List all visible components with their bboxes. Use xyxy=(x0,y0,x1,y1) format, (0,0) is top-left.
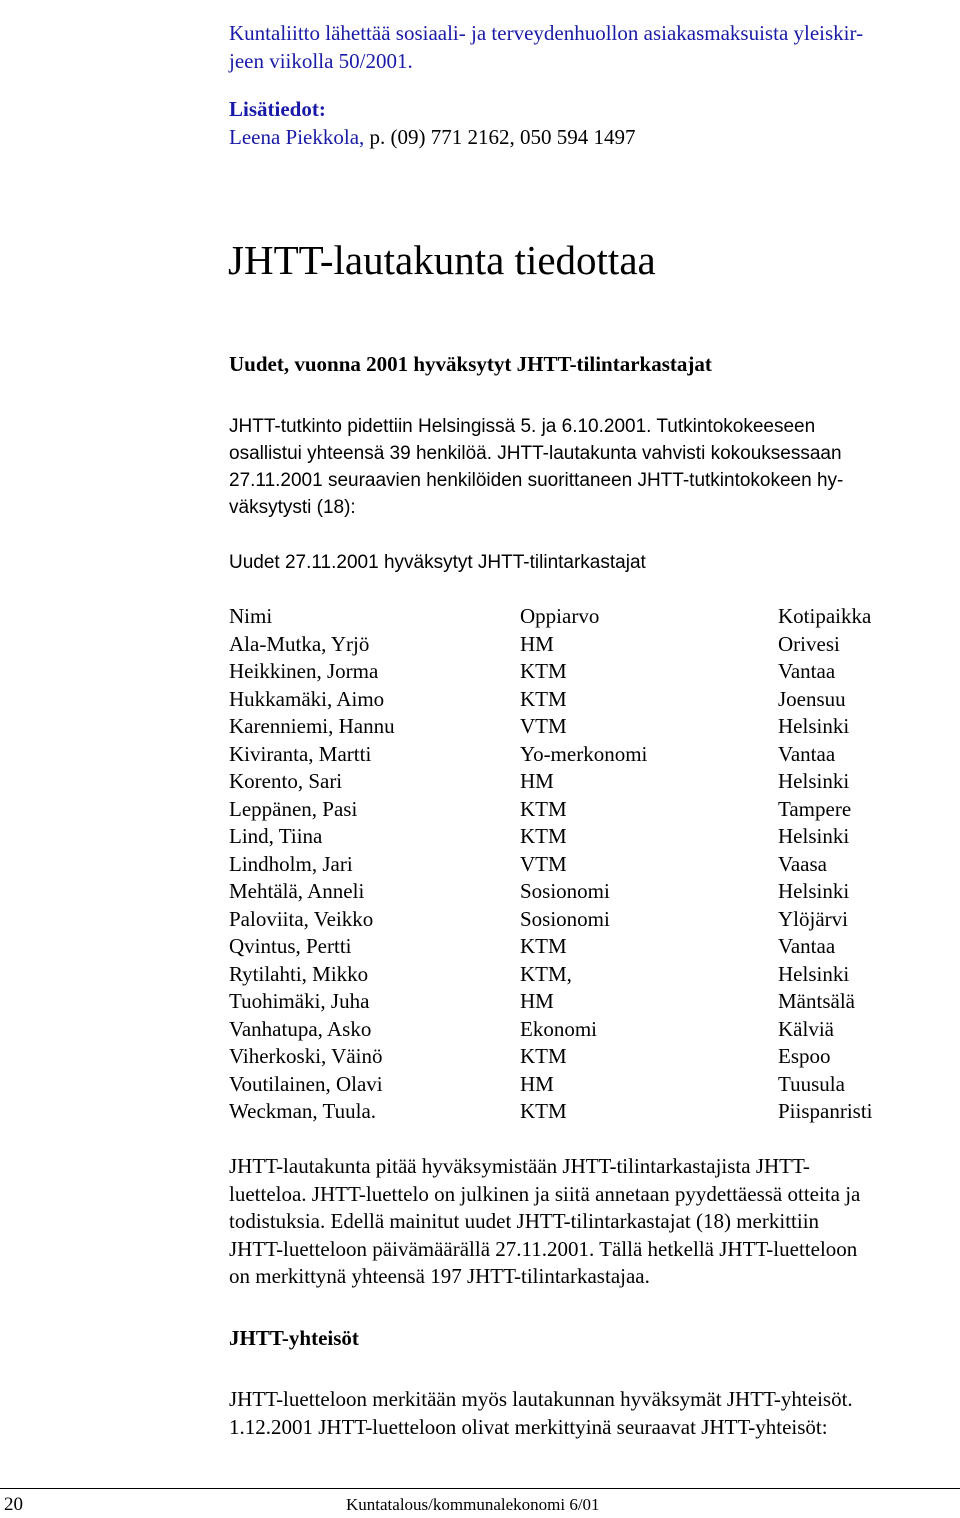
cell-degree: KTM xyxy=(520,796,567,821)
cell-hometown: Mäntsälä xyxy=(778,989,855,1013)
cell-hometown: Ylöjärvi xyxy=(778,906,848,931)
cell-name: Tuohimäki, Juha xyxy=(229,989,370,1013)
cell-hometown: Piispanristi xyxy=(778,1099,873,1123)
article-body xyxy=(229,413,843,521)
cell-degree: KTM, xyxy=(520,961,572,986)
contact-phones: p. (09) 771 2162, 050 594 1497 xyxy=(364,125,636,149)
cell-name: Viherkoski, Väinö xyxy=(229,1044,383,1068)
cell-degree: KTM xyxy=(520,686,567,711)
table-row xyxy=(229,878,873,906)
cell-degree: HM xyxy=(520,769,554,793)
cell-name: Heikkinen, Jorma xyxy=(229,659,379,683)
cell-hometown: Vaasa xyxy=(778,851,827,876)
table-row xyxy=(229,713,873,741)
register-line: JHTT-luetteloon päivämäärällä 27.11.2001. Tällä hetkellä JHTT-luetteloon xyxy=(229,1236,858,1261)
register-line: luetteloa. JHTT-luettelo on julkinen ja siitä annetaan pyydettäessä otteita ja xyxy=(229,1181,861,1206)
table-row xyxy=(229,988,873,1016)
register-paragraph xyxy=(229,1153,860,1291)
table-row xyxy=(229,851,873,879)
auditor-table xyxy=(229,603,873,1126)
header-hometown: Kotipaikka xyxy=(778,604,872,628)
contact-heading: Lisätiedot: xyxy=(229,97,326,121)
cell-name: Voutilainen, Olavi xyxy=(229,1071,383,1096)
cell-degree: KTM xyxy=(520,1044,567,1068)
cell-hometown: Vantaa xyxy=(778,741,836,766)
header-name: Nimi xyxy=(229,604,273,628)
cell-hometown: Helsinki xyxy=(778,879,850,903)
table-row xyxy=(229,823,873,851)
cell-name: Kiviranta, Martti xyxy=(229,741,372,766)
register-line: on merkittynä yhteensä 197 JHTT-tilintarkastajaa. xyxy=(229,1264,650,1288)
footer-divider xyxy=(0,1488,960,1489)
article-subtitle: Uudet, vuonna 2001 hyväksytyt JHTT-tilintarkastajat xyxy=(229,352,712,376)
body-line: osallistui yhteensä 39 henkilöä. JHTT-lautakunta vahvisti kokouksessaan xyxy=(229,443,842,464)
contact-line xyxy=(229,124,636,152)
cell-name: Lind, Tiina xyxy=(229,824,323,848)
cell-name: Lindholm, Jari xyxy=(229,851,353,876)
cell-hometown: Tampere xyxy=(778,796,852,821)
cell-hometown: Helsinki xyxy=(778,714,850,738)
cell-name: Ala-Mutka, Yrjö xyxy=(229,631,370,656)
table-row xyxy=(229,1043,873,1071)
table-row xyxy=(229,1071,873,1099)
cell-name: Leppänen, Pasi xyxy=(229,796,358,821)
cell-degree: Ekonomi xyxy=(520,1016,597,1041)
cell-name: Hukkamäki, Aimo xyxy=(229,686,385,711)
cell-name: Rytilahti, Mikko xyxy=(229,961,369,986)
cell-name: Vanhatupa, Asko xyxy=(229,1016,372,1041)
cell-degree: HM xyxy=(520,631,554,656)
table-row xyxy=(229,1098,873,1126)
table-row xyxy=(229,933,873,961)
cell-name: Qvintus, Pertti xyxy=(229,934,352,958)
table-row xyxy=(229,658,873,686)
communities-line: 1.12.2001 JHTT-luetteloon olivat merkittyinä seuraavat JHTT-yhteisöt: xyxy=(229,1414,828,1439)
cell-hometown: Vantaa xyxy=(778,659,836,683)
register-line: JHTT-lautakunta pitää hyväksymistään JHTT-tilintarkastajista JHTT- xyxy=(229,1154,810,1178)
cell-degree: Sosionomi xyxy=(520,906,610,931)
table-header-row xyxy=(229,603,873,631)
header-degree: Oppiarvo xyxy=(520,604,600,628)
article-title: JHTT-lautakunta tiedottaa xyxy=(228,237,656,283)
cell-hometown: Joensuu xyxy=(778,686,846,711)
table-row xyxy=(229,961,873,989)
table-row xyxy=(229,768,873,796)
communities-line: JHTT-luetteloon merkitään myös lautakunnan hyväksymät JHTT-yhteisöt. xyxy=(229,1387,853,1411)
cell-degree: HM xyxy=(520,1071,554,1096)
cell-name: Karenniemi, Hannu xyxy=(229,714,395,738)
cell-hometown: Vantaa xyxy=(778,934,836,958)
register-line: todistuksia. Edellä mainitut uudet JHTT-tilintarkastajat (18) merkittiin xyxy=(229,1209,820,1233)
communities-heading: JHTT-yhteisöt xyxy=(229,1326,359,1350)
page-number: 20 xyxy=(4,1494,23,1515)
body-line: väksytysti (18): xyxy=(229,497,356,518)
body-line: 27.11.2001 seuraavien henkilöiden suorittaneen JHTT-tutkintokokeen hy- xyxy=(229,470,844,491)
cell-hometown: Espoo xyxy=(778,1044,831,1068)
cell-degree: VTM xyxy=(520,851,567,876)
intro-line: jeen viikolla 50/2001. xyxy=(229,48,413,73)
cell-degree: KTM xyxy=(520,934,567,958)
cell-name: Mehtälä, Anneli xyxy=(229,879,365,903)
cell-degree: Sosionomi xyxy=(520,879,610,903)
cell-hometown: Tuusula xyxy=(778,1071,845,1096)
cell-degree: KTM xyxy=(520,824,567,848)
intro-line: Kuntaliitto lähettää sosiaali- ja terveydenhuollon asiakasmaksuista yleiskir- xyxy=(229,21,864,45)
cell-degree: KTM xyxy=(520,659,567,683)
table-row xyxy=(229,741,873,769)
cell-hometown: Orivesi xyxy=(778,631,840,656)
cell-name: Korento, Sari xyxy=(229,769,343,793)
table-row xyxy=(229,1016,873,1044)
cell-name: Weckman, Tuula. xyxy=(229,1099,377,1123)
table-row xyxy=(229,631,873,659)
body-line: JHTT-tutkinto pidettiin Helsingissä 5. ja 6.10.2001. Tutkintokokeeseen xyxy=(229,416,816,437)
table-row xyxy=(229,906,873,934)
cell-hometown: Helsinki xyxy=(778,769,850,793)
contact-name[interactable]: Leena Piekkola, xyxy=(229,125,365,149)
cell-degree: Yo-merkonomi xyxy=(520,741,648,766)
cell-hometown: Kälviä xyxy=(778,1016,834,1041)
cell-hometown: Helsinki xyxy=(778,824,850,848)
communities-paragraph xyxy=(229,1386,853,1441)
cell-degree: VTM xyxy=(520,714,567,738)
intro-paragraph xyxy=(229,20,863,75)
table-row xyxy=(229,796,873,824)
publication-name: Kuntatalous/kommunalekonomi 6/01 xyxy=(346,1495,600,1514)
list-caption: Uudet 27.11.2001 hyväksytyt JHTT-tilintarkastajat xyxy=(229,552,646,573)
cell-degree: KTM xyxy=(520,1099,567,1123)
table-row xyxy=(229,686,873,714)
cell-hometown: Helsinki xyxy=(778,961,850,986)
cell-name: Paloviita, Veikko xyxy=(229,906,374,931)
cell-degree: HM xyxy=(520,989,554,1013)
auditor-table-body xyxy=(229,631,873,1126)
